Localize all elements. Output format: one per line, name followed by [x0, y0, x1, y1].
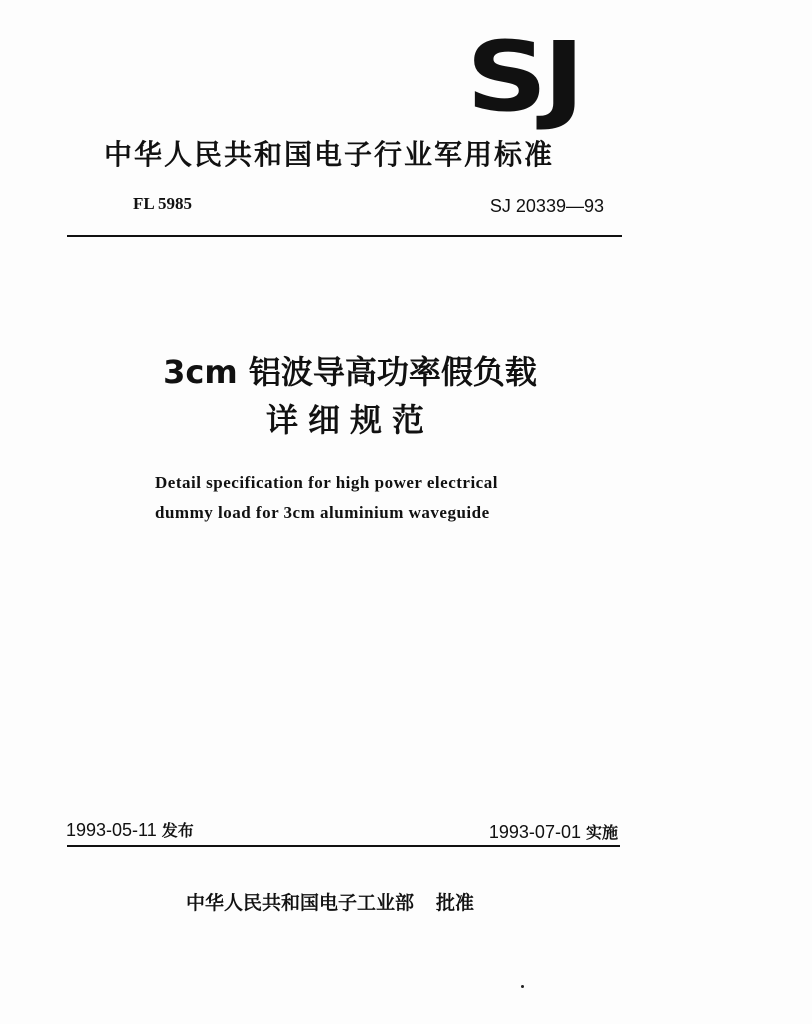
sj-logo: SJ: [466, 21, 581, 133]
chinese-title-line-1: 3cm 铝波导高功率假负载: [163, 353, 537, 391]
classification-code: FL 5985: [133, 194, 193, 213]
issued-date-value: 1993-05-11: [66, 820, 157, 840]
chinese-title: [0, 348, 700, 444]
effective-label: 实施: [585, 823, 618, 842]
chinese-title-line-2: 详细规范: [265, 401, 434, 439]
approval-action: 批准: [436, 892, 475, 914]
english-title-line-1: Detail specification for high power electrical: [155, 473, 498, 492]
effective-date-value: 1993-07-01: [488, 822, 581, 842]
org-title: 中华人民共和国电子行业军用标准: [104, 138, 555, 171]
effective-date: [489, 820, 618, 843]
issued-label: 发布: [161, 821, 194, 840]
english-title-line-2: dummy load for 3cm aluminium waveguide: [155, 503, 490, 522]
english-title: [155, 468, 575, 528]
standard-number: SJ 20339—93: [489, 196, 604, 216]
issued-date: [66, 818, 194, 841]
footer-divider: [67, 845, 620, 847]
scan-speck: [521, 985, 524, 988]
approving-authority: 中华人民共和国电子工业部: [186, 892, 415, 914]
header-divider: [67, 235, 622, 237]
approval-line: [186, 888, 474, 915]
